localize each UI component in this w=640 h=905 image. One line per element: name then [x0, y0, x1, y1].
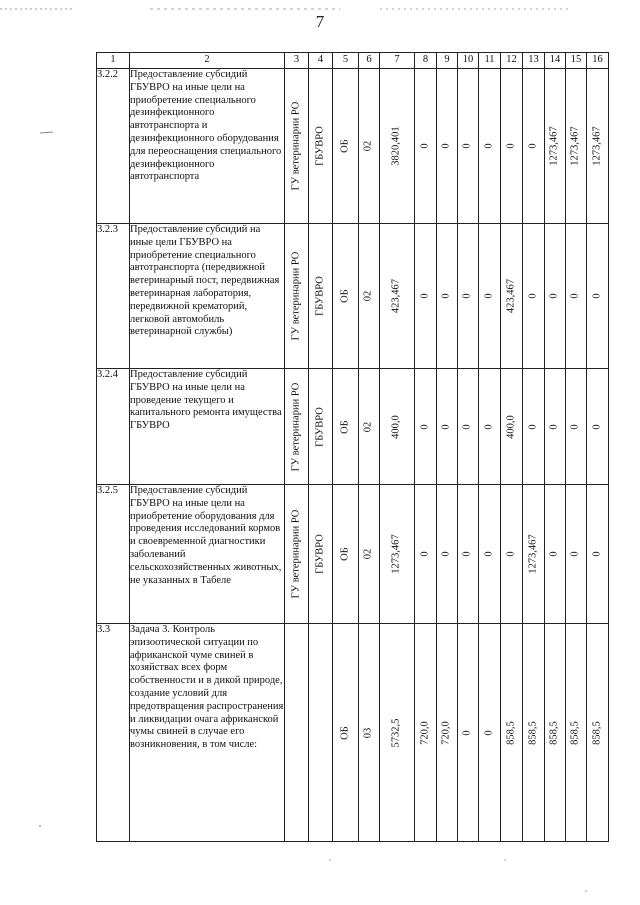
- year-cell: 0: [501, 69, 523, 224]
- col-header: 13: [523, 53, 545, 69]
- year-cell: 0: [501, 485, 523, 624]
- table-row: [97, 624, 609, 842]
- year-cell: 0: [458, 69, 479, 224]
- page-number: 7: [315, 12, 325, 31]
- row-number: 3.3: [97, 624, 130, 842]
- year-cell: 1273,467: [566, 69, 587, 224]
- year-cell: 0: [479, 369, 501, 485]
- year-cell: 0: [545, 485, 566, 624]
- row-number: 3.2.3: [97, 224, 130, 369]
- year-cell: 0: [437, 369, 458, 485]
- year-cell: 0: [415, 69, 437, 224]
- col-header: 14: [545, 53, 566, 69]
- year-cell: 0: [437, 485, 458, 624]
- year-cell: 858,5: [523, 624, 545, 842]
- year-cell: 0: [458, 624, 479, 842]
- year-cell: 0: [545, 369, 566, 485]
- year-cell: 0: [587, 369, 609, 485]
- year-cell: 0: [415, 224, 437, 369]
- year-cell: 0: [587, 485, 609, 624]
- table-row: [97, 69, 609, 224]
- executor-cell: ГУ ветеринарии РО: [285, 369, 309, 485]
- year-cell: 0: [523, 224, 545, 369]
- col-header: 16: [587, 53, 609, 69]
- year-cell: 0: [566, 224, 587, 369]
- row-description: Предоставление субсидий ГБУВРО на иные цели на проведение текущего и капитального ремонта имущества ГБУВРО: [130, 369, 285, 485]
- year-cell: 0: [415, 369, 437, 485]
- year-cell: 0: [437, 224, 458, 369]
- code-cell: 02: [359, 485, 380, 624]
- table-row: [97, 485, 609, 624]
- recipient-cell: ГБУВРО: [309, 485, 333, 624]
- year-cell: 0: [437, 69, 458, 224]
- year-cell: 423,467: [501, 224, 523, 369]
- col-header: 8: [415, 53, 437, 69]
- year-cell: 0: [545, 224, 566, 369]
- year-cell: 1273,467: [545, 69, 566, 224]
- row-description: Предоставление субсидий на иные цели ГБУВРО на приобретение специального автотранспорта (передвижной ветеринарный пост, передвижная ветеринарная лаборатория, передвижной крематорий, легковой автомобиль ветеринарной службы): [130, 224, 285, 369]
- year-cell: 720,0: [437, 624, 458, 842]
- col-header: 7: [380, 53, 415, 69]
- col-header: 1: [97, 53, 130, 69]
- total-cell: 3820,401: [380, 69, 415, 224]
- header-row: [97, 53, 609, 69]
- code-cell: 02: [359, 369, 380, 485]
- col-header: 10: [458, 53, 479, 69]
- year-cell: 858,5: [566, 624, 587, 842]
- year-cell: 0: [523, 369, 545, 485]
- col-header: 9: [437, 53, 458, 69]
- row-description: Предоставление субсидий ГБУВРО на иные цели на приобретение специального дезинфекционного автотранспорта и дезинфекционного оборудования для переоснащения специального дезинфекционного автотранспорта: [130, 69, 285, 224]
- year-cell: 0: [458, 224, 479, 369]
- year-cell: 0: [566, 485, 587, 624]
- year-cell: 0: [479, 224, 501, 369]
- executor-cell: [285, 624, 309, 842]
- table-row: [97, 224, 609, 369]
- row-number: 3.2.2: [97, 69, 130, 224]
- year-cell: 0: [479, 624, 501, 842]
- recipient-cell: [309, 624, 333, 842]
- year-cell: 1273,467: [523, 485, 545, 624]
- row-description: Задача 3. Контроль эпизоотической ситуации по африканской чуме свиней в хозяйствах всех форм собственности и в дикой природе, создание условий для предотвращения распространения и ликвидации очага африканской чумы свиней в случае его возникновения, в том числе:: [130, 624, 285, 842]
- col-header: 11: [479, 53, 501, 69]
- source-cell: ОБ: [333, 485, 359, 624]
- executor-cell: ГУ ветеринарии РО: [285, 485, 309, 624]
- total-cell: 423,467: [380, 224, 415, 369]
- executor-cell: ГУ ветеринарии РО: [285, 224, 309, 369]
- recipient-cell: ГБУВРО: [309, 69, 333, 224]
- year-cell: 858,5: [501, 624, 523, 842]
- row-description: Предоставление субсидий ГБУВРО на иные цели на приобретение оборудования для проведения исследований кормов и своевременной диагностики заболеваний сельскохозяйственных животных, не указанных в Табеле: [130, 485, 285, 624]
- code-cell: 02: [359, 69, 380, 224]
- year-cell: 858,5: [545, 624, 566, 842]
- table-row: [97, 369, 609, 485]
- total-cell: 400,0: [380, 369, 415, 485]
- year-cell: 400,0: [501, 369, 523, 485]
- source-cell: ОБ: [333, 69, 359, 224]
- year-cell: 1273,467: [587, 69, 609, 224]
- code-cell: 02: [359, 224, 380, 369]
- col-header: 4: [309, 53, 333, 69]
- col-header: 15: [566, 53, 587, 69]
- total-cell: 1273,467: [380, 485, 415, 624]
- row-number: 3.2.5: [97, 485, 130, 624]
- executor-cell: ГУ ветеринарии РО: [285, 69, 309, 224]
- recipient-cell: ГБУВРО: [309, 224, 333, 369]
- year-cell: 720,0: [415, 624, 437, 842]
- year-cell: 0: [458, 369, 479, 485]
- year-cell: 0: [566, 369, 587, 485]
- col-header: 5: [333, 53, 359, 69]
- budget-table: [96, 52, 609, 842]
- code-cell: 03: [359, 624, 380, 842]
- col-header: 3: [285, 53, 309, 69]
- year-cell: 0: [479, 69, 501, 224]
- year-cell: 0: [523, 69, 545, 224]
- source-cell: ОБ: [333, 224, 359, 369]
- col-header: 12: [501, 53, 523, 69]
- total-cell: 5732,5: [380, 624, 415, 842]
- row-number: 3.2.4: [97, 369, 130, 485]
- year-cell: 0: [458, 485, 479, 624]
- year-cell: 858,5: [587, 624, 609, 842]
- year-cell: 0: [587, 224, 609, 369]
- source-cell: ОБ: [333, 624, 359, 842]
- year-cell: 0: [479, 485, 501, 624]
- year-cell: 0: [415, 485, 437, 624]
- recipient-cell: ГБУВРО: [309, 369, 333, 485]
- source-cell: ОБ: [333, 369, 359, 485]
- col-header: 2: [130, 53, 285, 69]
- col-header: 6: [359, 53, 380, 69]
